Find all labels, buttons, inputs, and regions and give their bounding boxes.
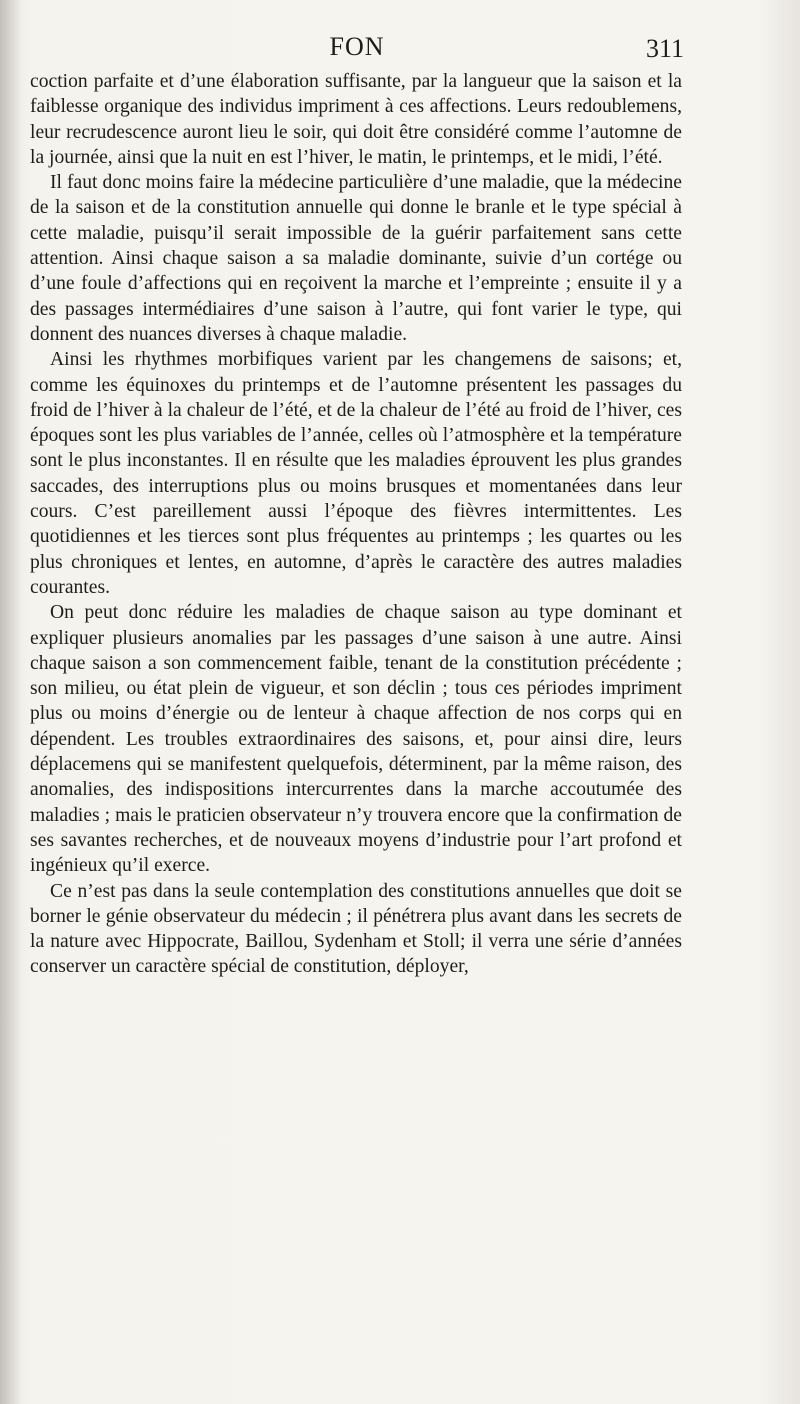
paragraph: Il faut donc moins faire la médecine particulière d’une maladie, que la médecine de la saison et de la constitution annuelle qui donne le branle et le type spécial à cette maladie, puisqu’il serait impossible de la guérir parfaitement sans cette attention. Ainsi chaque saison a sa maladie dominante, suivie d’un cortége ou d’une foule d’affections qui en reçoivent la marche et l’empreinte ; ensuite il y a des passages intermédiaires d’une saison à l’autre, qui font varier le type, qui donnent des nuances diverses à chaque maladie.	[30, 172, 682, 345]
binding-shadow	[0, 0, 22, 1404]
body-text	[30, 69, 682, 980]
paragraph-continued: coction parfaite et d’une élaboration suffisante, par la langueur que la saison et la faiblesse organique des individus impriment à ces affections. Leurs redoublemens, leur recrudescence auront lieu le soir, qui doit être considéré comme l’automne de la journée, ainsi que la nuit en est l’hiver, le matin, le printemps, et le midi, l’été.	[30, 71, 682, 168]
running-head: FON	[329, 32, 385, 61]
paragraph: On peut donc réduire les maladies de chaque saison au type dominant et expliquer plusieurs anomalies par les passages d’une saison à une autre. Ainsi chaque saison a son commencement faible, tenant de la constitution précédente ; son milieu, ou état plein de vigueur, et son déclin ; tous ces périodes impriment plus ou moins d’énergie ou de lenteur à chaque affection de nos corps qui en dépendent. Les troubles extraordinaires des saisons, et, pour ainsi dire, leurs déplacemens qui se manifestent quelquefois, déterminent, par la même raison, des anomalies, des indispositions intercurrentes dans la marche accoutumée des maladies ; mais le praticien observateur n’y trouvera encore que la confirmation de ses savantes recherches, et de nouveaux moyens d’industrie pour l’art profond et ingénieux qu’il exerce.	[30, 602, 682, 877]
paragraph: Ce n’est pas dans la seule contemplation des constitutions annuelles que doit se borner le génie observateur du médecin ; il pénétrera plus avant dans les secrets de la nature avec Hippocrate, Baillou, Sydenham et Stoll; il verra une série d’années conserver un caractère spécial de constitution, déployer,	[30, 880, 682, 978]
page-number: 311	[645, 34, 684, 63]
paragraph: Ainsi les rhythmes morbifiques varient par les changemens de saisons; et, comme les équinoxes du printemps et de l’automne présentent les passages du froid de l’hiver à la chaleur de l’été, et de la chaleur de l’été au froid de l’hiver, ces époques sont les plus variables de l’année, celles où l’atmosphère et la température sont le plus inconstantes. Il en résulte que les maladies éprouvent les plus grandes saccades, des interruptions plus ou moins brusques et momentanées dans leur cours. C’est pareillement aussi l’époque des fièvres intermittentes. Les quotidiennes et les tierces sont plus fréquentes au printemps ; les quartes ou les plus chroniques et lentes, en automne, d’après le caractère des autres maladies courantes.	[30, 349, 682, 598]
page-header	[30, 32, 684, 66]
